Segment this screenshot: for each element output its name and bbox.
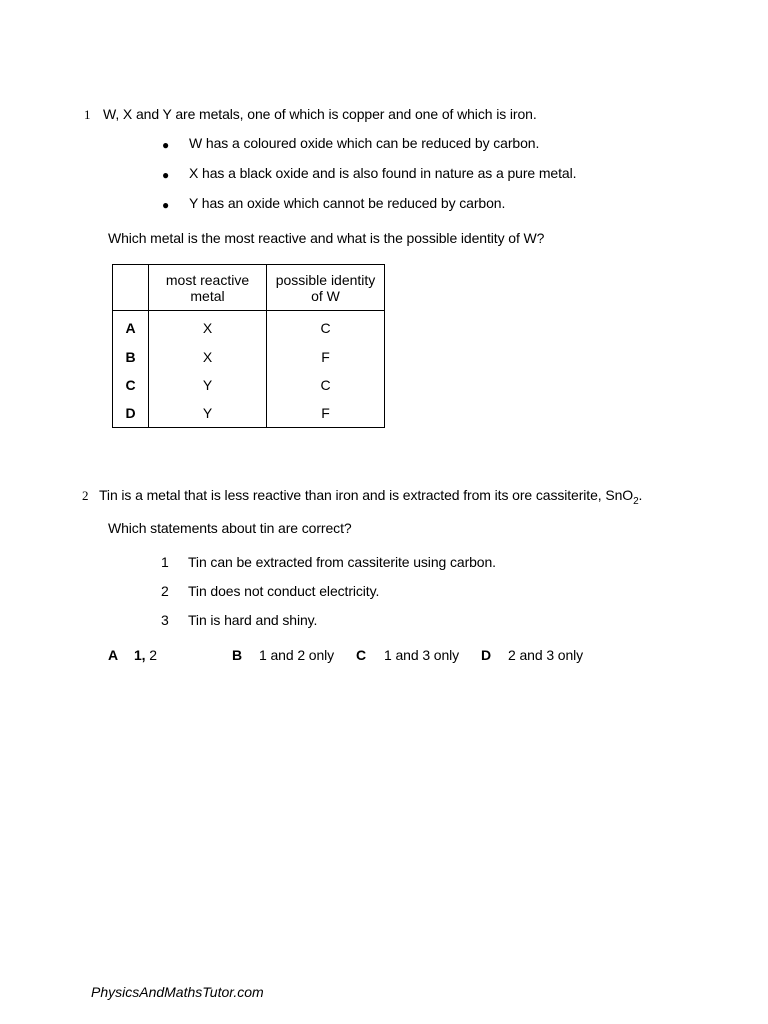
bullet-icon: ● (162, 138, 170, 152)
table-cell: C (267, 371, 385, 399)
option-text: 2 and 3 only (508, 647, 584, 663)
option-letter: D (481, 647, 492, 663)
table-header-row (113, 265, 385, 311)
option-letter: B (113, 343, 149, 371)
answer-table (112, 264, 385, 428)
question-1-bullet: W has a coloured oxide which can be reduced by carbon. (189, 135, 540, 151)
table-header-most-reactive (149, 265, 267, 311)
statement-text: Tin is hard and shiny. (188, 612, 318, 628)
question-2-stem (99, 487, 642, 507)
question-1-stem: W, X and Y are metals, one of which is copper and one of which is iron. (103, 106, 537, 122)
question-1-prompt: Which metal is the most reactive and what is the possible identity of W? (108, 230, 545, 246)
question-2-stem-end: . (638, 487, 643, 503)
option-a-bold: 1, (134, 647, 146, 663)
table-cell: C (267, 311, 385, 344)
statement-number: 2 (161, 583, 169, 599)
table-cell: X (149, 343, 267, 371)
statement-text: Tin can be extracted from cassiterite using carbon. (188, 554, 496, 570)
table-cell: X (149, 311, 267, 344)
option-letter: D (113, 399, 149, 428)
option-text: 1 and 3 only (384, 647, 460, 663)
table-row (113, 371, 385, 399)
header-line: possible identity (275, 271, 376, 288)
option-a-rest: 2 (145, 647, 157, 663)
question-1-number: 1 (84, 107, 91, 122)
option-letter: A (113, 311, 149, 344)
subscript: 2 (633, 495, 639, 507)
option-letter: B (232, 647, 243, 663)
bullet-icon: ● (162, 198, 170, 212)
question-2-stem-text: Tin is a metal that is less reactive than iron and is extracted from its ore cassiterite, SnO (99, 487, 634, 503)
option-letter: C (113, 371, 149, 399)
statement-number: 3 (161, 612, 169, 628)
option-letter: C (356, 647, 367, 663)
footer-site-name: PhysicsAndMathsTutor.com (91, 984, 264, 1000)
option-a-text (134, 647, 157, 663)
bullet-icon: ● (162, 168, 170, 182)
header-line: of W (311, 287, 340, 304)
table-cell: F (267, 399, 385, 428)
option-text: 1 and 2 only (259, 647, 335, 663)
statement-text: Tin does not conduct electricity. (188, 583, 380, 599)
table-row (113, 311, 385, 344)
table-cell: F (267, 343, 385, 371)
question-1-bullet: X has a black oxide and is also found in nature as a pure metal. (189, 165, 577, 181)
header-line: most reactive (165, 271, 250, 288)
table-header-identity-of-w (267, 265, 385, 311)
table-row (113, 399, 385, 428)
option-letter: A (108, 647, 119, 663)
header-line: metal (190, 287, 225, 304)
table-header-empty (113, 265, 149, 311)
question-1-bullet: Y has an oxide which cannot be reduced by carbon. (189, 195, 506, 211)
question-2-prompt: Which statements about tin are correct? (108, 520, 352, 536)
table-cell: Y (149, 371, 267, 399)
statement-number: 1 (161, 554, 169, 570)
question-2-number: 2 (82, 488, 89, 503)
table-row (113, 343, 385, 371)
table-cell: Y (149, 399, 267, 428)
